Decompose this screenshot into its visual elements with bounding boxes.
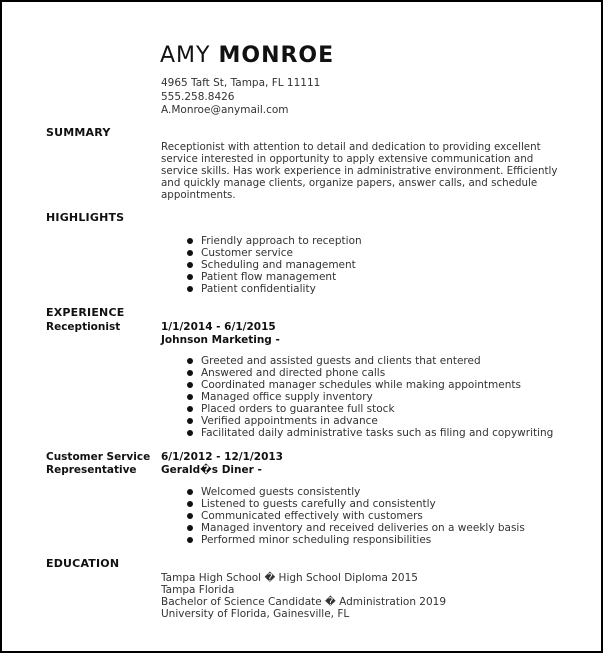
bullet-icon (187, 382, 193, 388)
list-item: Coordinated manager schedules while making appointments (201, 379, 553, 391)
bullet-icon (187, 525, 193, 531)
list-item: Listened to guests carefully and consistently (201, 498, 525, 510)
list-item: Greeted and assisted guests and clients that entered (201, 355, 553, 367)
last-name: MONROE (218, 43, 335, 68)
bullet-icon (187, 489, 193, 495)
bullet-icon (187, 358, 193, 364)
highlights-list (201, 235, 362, 295)
candidate-name (160, 43, 334, 68)
job-title (46, 451, 150, 477)
bullet-icon (187, 537, 193, 543)
bullet-icon (187, 370, 193, 376)
list-item: Facilitated daily administrative tasks such as filing and copywriting (201, 427, 553, 439)
list-item: Placed orders to guarantee full stock (201, 403, 553, 415)
bullet-icon (187, 250, 193, 256)
list-item: Communicated effectively with customers (201, 510, 525, 522)
education-line: Tampa High School � High School Diploma 2015 (161, 572, 418, 584)
job-dates: 1/1/2014 - 6/1/2015 (161, 321, 276, 333)
list-item: Verified appointments in advance (201, 415, 553, 427)
bullet-icon (187, 501, 193, 507)
phone: 555.258.8426 (161, 91, 235, 103)
job-title-line: Customer Service (46, 451, 151, 463)
bullet-icon (187, 406, 193, 412)
list-item: Customer service (201, 247, 362, 259)
list-item: Performed minor scheduling responsibilities (201, 534, 525, 546)
first-name: AMY (160, 43, 211, 68)
job-title: Receptionist (46, 321, 121, 333)
bullet-icon (187, 394, 193, 400)
summary-heading: SUMMARY (46, 126, 111, 139)
email: A.Monroe@anymail.com (161, 104, 289, 116)
education-heading: EDUCATION (46, 557, 120, 570)
list-item: Patient confidentiality (201, 283, 362, 295)
bullet-icon (187, 274, 193, 280)
job-dates: 6/1/2012 - 12/1/2013 (161, 451, 283, 463)
bullet-icon (187, 262, 193, 268)
bullet-icon (187, 238, 193, 244)
list-item: Answered and directed phone calls (201, 367, 553, 379)
education-line: University of Florida, Gainesville, FL (161, 608, 350, 620)
bullet-icon (187, 418, 193, 424)
education-line: Bachelor of Science Candidate � Administration 2019 (161, 596, 447, 608)
highlights-heading: HIGHLIGHTS (46, 211, 125, 224)
job-duties-list (201, 355, 553, 439)
bullet-icon (187, 513, 193, 519)
list-item: Managed office supply inventory (201, 391, 553, 403)
job-company: Gerald�s Diner - (161, 464, 262, 476)
bullet-icon (187, 430, 193, 436)
list-item: Patient flow management (201, 271, 362, 283)
list-item: Friendly approach to reception (201, 235, 362, 247)
summary-text: Receptionist with attention to detail and dedication to providing excellent service interested in opportunity to apply extensive communication and service skills. Has work experience in administrative environment. Efficiently and quickly manage clients, organize papers, answer calls, and schedule appointments. (161, 141, 558, 201)
address: 4965 Taft St, Tampa, FL 11111 (161, 77, 321, 89)
education-line: Tampa Florida (161, 584, 235, 596)
job-title-line: Representative (46, 464, 137, 476)
job-duties-list (201, 486, 525, 546)
list-item: Scheduling and management (201, 259, 362, 271)
list-item: Welcomed guests consistently (201, 486, 525, 498)
job-company: Johnson Marketing - (161, 334, 280, 346)
experience-heading: EXPERIENCE (46, 306, 125, 319)
list-item: Managed inventory and received deliveries on a weekly basis (201, 522, 525, 534)
bullet-icon (187, 286, 193, 292)
